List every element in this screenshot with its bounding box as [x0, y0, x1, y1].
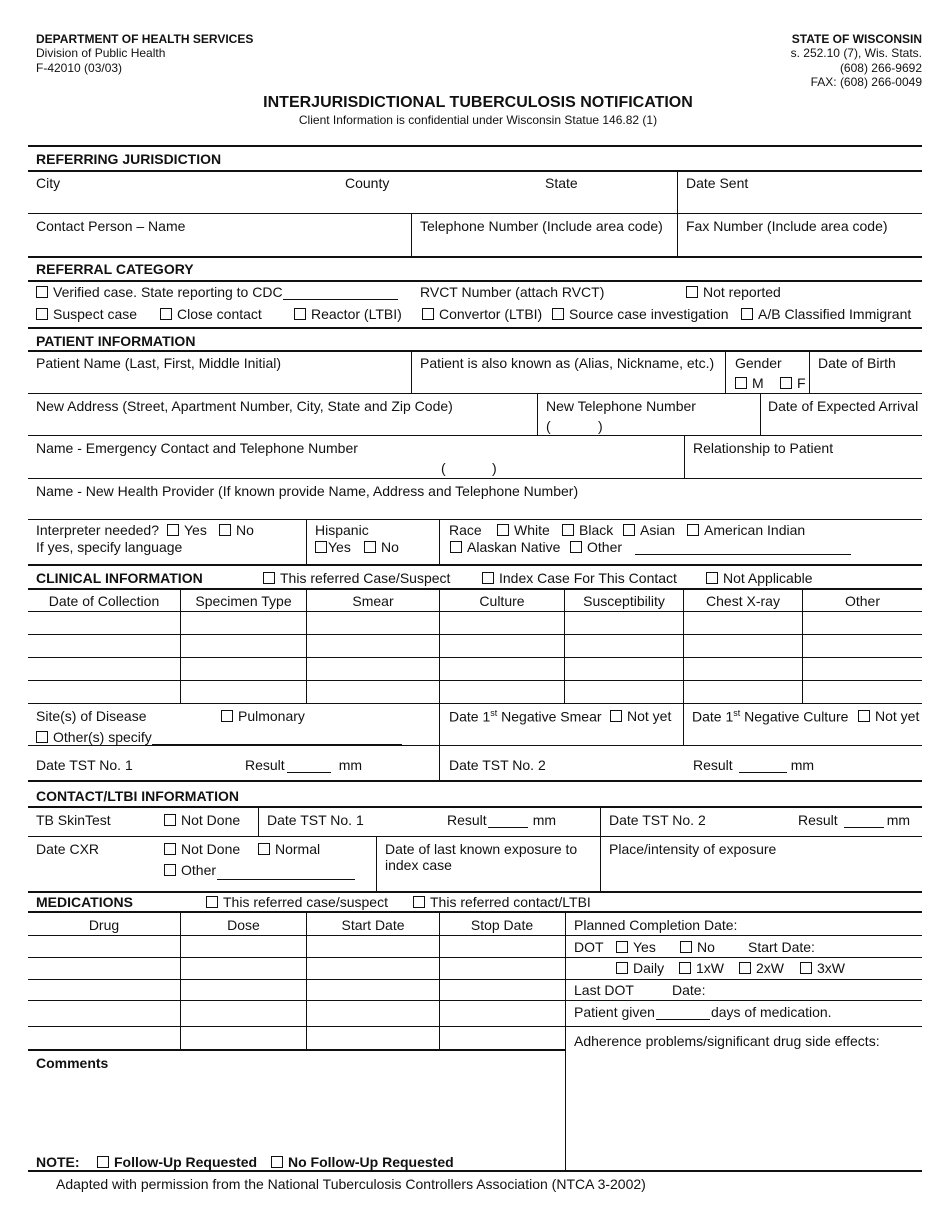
cxr-not-done-label: Not Done — [181, 841, 241, 857]
contact-name-field[interactable]: Contact Person – Name — [36, 218, 186, 234]
divider — [677, 171, 678, 257]
freq-2xw-label: 2xW — [756, 960, 784, 976]
gender-male-checkbox[interactable] — [735, 375, 764, 391]
rule — [28, 806, 922, 808]
divider — [258, 807, 259, 836]
contact-tst1-result-line[interactable] — [488, 815, 528, 828]
rule — [28, 350, 922, 352]
alias-field[interactable]: Patient is also known as (Alias, Nickname, etc.) — [420, 355, 715, 371]
section-clinical: CLINICAL INFORMATION — [36, 570, 203, 586]
freq-1xw-label: 1xW — [696, 960, 724, 976]
neg-smear-sup: st — [490, 708, 498, 718]
footer-attribution: Adapted with permission from the National Tuberculosis Controllers Association (NTCA 3-2002) — [56, 1176, 646, 1192]
source-case-checkbox[interactable] — [552, 306, 729, 322]
divider — [537, 393, 538, 435]
dept-name: DEPARTMENT OF HEALTH SERVICES — [36, 32, 254, 46]
divider — [180, 912, 181, 1050]
rule — [28, 145, 922, 147]
med-case-checkbox[interactable] — [206, 894, 388, 910]
clinical-case-checkbox[interactable] — [263, 570, 450, 586]
specify-language-field[interactable]: If yes, specify language — [36, 539, 183, 555]
divider — [600, 807, 601, 892]
clinical-tst1-result-line[interactable] — [287, 760, 331, 773]
contact-tst1-mm: mm — [532, 812, 557, 828]
gender-female-label: F — [797, 375, 806, 391]
divider — [411, 213, 412, 257]
patient-given-field[interactable] — [574, 1004, 832, 1020]
contact-tst2-mm: mm — [886, 812, 911, 828]
fax-number-field[interactable]: Fax Number (Include area code) — [686, 218, 888, 234]
rule — [28, 634, 922, 635]
page-subtitle: Client Information is confidential under Wisconsin Statue 146.82 (1) — [298, 113, 658, 127]
date-cxr-label: Date CXR — [36, 841, 100, 857]
rule — [28, 588, 922, 590]
rule — [28, 935, 922, 936]
rule — [28, 1170, 922, 1172]
skintest-not-done-label: Not Done — [181, 812, 241, 828]
rule — [28, 979, 922, 980]
divider — [306, 519, 307, 564]
reactor-checkbox[interactable] — [294, 306, 402, 322]
others-specify-label: Other(s) specify — [53, 729, 152, 745]
col-stop-date: Stop Date — [470, 917, 534, 933]
hispanic-no-label: No — [381, 539, 399, 555]
neg-smear-field[interactable] — [449, 708, 602, 725]
hispanic-yes-label: Yes — [328, 539, 351, 555]
no-follow-up-checkbox[interactable] — [271, 1154, 454, 1170]
race-asian-label: Asian — [640, 522, 676, 538]
patient-name-field[interactable]: Patient Name (Last, First, Middle Initial) — [36, 355, 282, 371]
rule — [28, 703, 922, 704]
rule — [28, 256, 922, 258]
clinical-tst1-field[interactable]: Date TST No. 1 — [36, 757, 133, 773]
close-contact-label: Close contact — [177, 306, 262, 322]
new-provider-field[interactable]: Name - New Health Provider (If known provide Name, Address and Telephone Number) — [36, 483, 579, 499]
neg-culture-not-yet-checkbox[interactable] — [858, 708, 919, 724]
contact-tst1-field[interactable]: Date TST No. 1 — [267, 812, 364, 828]
last-exposure-field[interactable]: Date of last known exposure to — [385, 841, 578, 857]
race-alaskan-label: Alaskan Native — [467, 539, 561, 555]
section-medications: MEDICATIONS — [36, 894, 133, 910]
days-medication-label: days of medication. — [710, 1004, 832, 1020]
neg-smear-label: Negative Smear — [497, 708, 602, 725]
rule — [28, 519, 922, 520]
state-name: STATE OF WISCONSIN — [791, 32, 922, 46]
hispanic-yes-checkbox[interactable] — [315, 539, 351, 555]
rule — [28, 891, 922, 893]
rule — [28, 564, 922, 566]
reactor-label: Reactor (LTBI) — [311, 306, 402, 322]
cxr-other-line[interactable] — [217, 879, 355, 880]
cxr-not-done-checkbox[interactable] — [164, 841, 240, 857]
col-date-collection: Date of Collection — [48, 593, 160, 609]
race-black-label: Black — [579, 522, 614, 538]
tb-skintest-label: TB SkinTest — [36, 812, 111, 828]
contact-tst2-result-line[interactable] — [844, 815, 884, 828]
last-exposure-line2: index case — [385, 857, 452, 873]
section-contact: CONTACT/LTBI INFORMATION — [36, 788, 239, 804]
comments-heading: Comments — [36, 1055, 109, 1071]
clinical-index-label: Index Case For This Contact — [499, 570, 677, 586]
freq-3xw-checkbox[interactable] — [800, 960, 845, 976]
race-white-checkbox[interactable] — [497, 522, 550, 538]
interpreter-no-checkbox[interactable] — [219, 522, 254, 538]
rule — [28, 213, 922, 214]
phone: (608) 266-9692 — [839, 61, 922, 75]
rule — [28, 280, 922, 282]
med-contact-label: This referred contact/LTBI — [430, 894, 591, 910]
no-follow-up-label: No Follow-Up Requested — [288, 1154, 454, 1170]
not-reported-checkbox[interactable] — [686, 284, 781, 300]
neg-smear-prefix: Date 1 — [449, 708, 491, 725]
new-phone-field[interactable]: New Telephone Number — [546, 398, 696, 414]
cxr-normal-checkbox[interactable] — [258, 841, 320, 857]
divider — [439, 589, 440, 781]
freq-daily-label: Daily — [633, 960, 665, 976]
follow-up-checkbox[interactable] — [97, 1154, 257, 1170]
contact-tst2-result[interactable] — [798, 812, 910, 828]
interpreter-yes-checkbox[interactable] — [167, 522, 207, 538]
convertor-label: Convertor (LTBI) — [439, 306, 543, 322]
relationship-field[interactable]: Relationship to Patient — [693, 440, 834, 456]
clinical-tst1-result-label: Result — [245, 757, 285, 773]
state-field[interactable]: State — [545, 175, 578, 191]
contact-tst2-result-label: Result — [798, 812, 838, 828]
race-other-checkbox[interactable] — [570, 539, 622, 555]
ab-immigrant-label: A/B Classified Immigrant — [758, 306, 912, 322]
race-american-indian-label: American Indian — [704, 522, 806, 538]
divider — [306, 912, 307, 1050]
clinical-tst2-field[interactable]: Date TST No. 2 — [449, 757, 546, 773]
gender-label: Gender — [735, 355, 782, 371]
rule — [28, 1049, 565, 1051]
form-id: F-42010 (03/03) — [36, 61, 123, 75]
division-name: Division of Public Health — [36, 46, 166, 60]
dot-label: DOT — [574, 939, 604, 955]
interpreter-label: Interpreter needed? — [36, 522, 159, 538]
clinical-tst2-mm: mm — [790, 757, 815, 773]
col-dose: Dose — [227, 917, 260, 933]
rule — [28, 957, 922, 958]
gender-female-checkbox[interactable] — [780, 375, 806, 391]
contact-tst2-field[interactable]: Date TST No. 2 — [609, 812, 706, 828]
col-susceptibility: Susceptibility — [583, 593, 665, 609]
new-phone-paren-open: ( — [546, 418, 551, 434]
dot-start-date-field[interactable]: Start Date: — [748, 939, 815, 955]
freq-2xw-checkbox[interactable] — [739, 960, 784, 976]
col-smear: Smear — [352, 593, 394, 609]
rule — [28, 435, 922, 436]
race-black-checkbox[interactable] — [562, 522, 613, 538]
contact-tst1-result[interactable] — [447, 812, 556, 828]
rvct-label: RVCT Number (attach RVCT) — [420, 284, 605, 300]
contact-tst1-result-label: Result — [447, 812, 487, 828]
expected-arrival-field[interactable]: Date of Expected Arrival — [768, 398, 919, 414]
section-referring: REFERRING JURISDICTION — [36, 151, 222, 167]
divider — [802, 589, 803, 703]
adherence-field[interactable]: Adherence problems/significant drug side effects: — [574, 1033, 880, 1049]
dot-yes-checkbox[interactable] — [616, 939, 656, 955]
suspect-case-label: Suspect case — [53, 306, 138, 322]
cxr-normal-label: Normal — [275, 841, 321, 857]
clinical-tst1-result[interactable] — [245, 757, 362, 773]
telephone-field[interactable]: Telephone Number (Include area code) — [420, 218, 663, 234]
neg-culture-prefix: Date 1 — [692, 708, 734, 725]
cdc-number-line[interactable] — [283, 287, 398, 300]
skintest-not-done-checkbox[interactable] — [164, 812, 240, 828]
rule — [28, 836, 922, 837]
divider — [306, 589, 307, 703]
race-other-label: Other — [587, 539, 623, 555]
rule — [28, 1026, 922, 1027]
new-phone-paren-close: ) — [598, 418, 603, 434]
gender-male-label: M — [752, 375, 764, 391]
divider — [760, 393, 761, 435]
clinical-tst1-mm: mm — [338, 757, 363, 773]
divider — [439, 912, 440, 1050]
dot-no-checkbox[interactable] — [680, 939, 715, 955]
ab-immigrant-checkbox[interactable] — [741, 306, 911, 322]
others-specify-checkbox[interactable] — [36, 729, 402, 745]
neg-culture-not-yet-label: Not yet — [875, 708, 920, 724]
follow-up-label: Follow-Up Requested — [114, 1154, 258, 1170]
rule — [28, 745, 922, 746]
planned-completion-field[interactable]: Planned Completion Date: — [574, 917, 738, 933]
divider — [683, 589, 684, 745]
race-american-indian-checkbox[interactable] — [687, 522, 805, 538]
clinical-tst2-result[interactable] — [693, 757, 814, 773]
col-drug: Drug — [88, 917, 120, 933]
dot-no-label: No — [697, 939, 715, 955]
last-dot-label: Last DOT — [574, 982, 634, 998]
rule — [28, 611, 922, 612]
place-intensity-field[interactable]: Place/intensity of exposure — [609, 841, 777, 857]
divider — [180, 589, 181, 703]
dot-yes-label: Yes — [633, 939, 656, 955]
divider — [564, 589, 565, 703]
neg-smear-not-yet-label: Not yet — [627, 708, 672, 724]
divider — [565, 912, 566, 1172]
statute: s. 252.10 (7), Wis. Stats. — [790, 46, 922, 60]
pulmonary-label: Pulmonary — [238, 708, 305, 724]
neg-culture-label: Negative Culture — [740, 708, 849, 725]
freq-1xw-checkbox[interactable] — [679, 960, 724, 976]
sites-of-disease-label: Site(s) of Disease — [36, 708, 147, 724]
not-reported-label: Not reported — [703, 284, 781, 300]
divider — [809, 351, 810, 393]
rule — [28, 680, 922, 681]
med-case-label: This referred case/suspect — [223, 894, 388, 910]
rule — [28, 657, 922, 658]
new-address-field[interactable]: New Address (Street, Apartment Number, City, State and Zip Code) — [36, 398, 453, 414]
others-specify-line[interactable] — [152, 732, 402, 745]
freq-3xw-label: 3xW — [817, 960, 845, 976]
comments-area[interactable] — [36, 1068, 556, 1154]
last-dot-date-field[interactable]: Date: — [672, 982, 706, 998]
col-specimen-type: Specimen Type — [195, 593, 292, 609]
rule — [28, 780, 922, 782]
rule — [28, 393, 922, 394]
neg-smear-not-yet-checkbox[interactable] — [610, 708, 671, 724]
neg-culture-field[interactable] — [692, 708, 848, 725]
emergency-paren-open: ( — [441, 460, 446, 476]
section-patient: PATIENT INFORMATION — [36, 333, 196, 349]
race-other-line[interactable] — [635, 554, 851, 555]
source-case-label: Source case investigation — [569, 306, 729, 322]
patient-given-label: Patient given — [574, 1004, 655, 1020]
note-label: NOTE: — [36, 1154, 80, 1170]
med-contact-checkbox[interactable] — [413, 894, 591, 910]
emergency-paren-close: ) — [492, 460, 497, 476]
verified-case-label: Verified case. State reporting to CDC — [53, 284, 283, 300]
race-asian-checkbox[interactable] — [623, 522, 675, 538]
page-title: INTERJURISDICTIONAL TUBERCULOSIS NOTIFICATION — [263, 94, 693, 111]
hispanic-no-checkbox[interactable] — [364, 539, 399, 555]
divider — [376, 836, 377, 892]
race-label: Race — [449, 522, 482, 538]
col-chest-xray: Chest X-ray — [706, 593, 780, 609]
dob-field[interactable]: Date of Birth — [818, 355, 896, 371]
date-sent-field[interactable]: Date Sent — [686, 175, 749, 191]
rule — [28, 911, 922, 913]
hispanic-label: Hispanic — [315, 522, 369, 538]
rule — [28, 327, 922, 329]
rule — [28, 170, 922, 172]
freq-daily-checkbox[interactable] — [616, 960, 664, 976]
divider — [439, 519, 440, 564]
convertor-checkbox[interactable] — [422, 306, 542, 322]
clinical-case-label: This referred Case/Suspect — [280, 570, 451, 586]
rule — [28, 478, 922, 479]
col-culture: Culture — [479, 593, 525, 609]
pulmonary-checkbox[interactable] — [221, 708, 305, 724]
clinical-tst2-result-line[interactable] — [739, 760, 787, 773]
divider — [725, 351, 726, 393]
verified-case-checkbox[interactable] — [36, 284, 398, 300]
cxr-other-label: Other — [181, 862, 217, 878]
clinical-tst2-result-label: Result — [693, 757, 733, 773]
patient-given-line[interactable] — [656, 1007, 710, 1020]
county-field[interactable]: County — [345, 175, 390, 191]
suspect-case-checkbox[interactable] — [36, 306, 137, 322]
clinical-index-checkbox[interactable] — [482, 570, 677, 586]
interpreter-yes-label: Yes — [184, 522, 207, 538]
interpreter-no-label: No — [236, 522, 254, 538]
cxr-other-checkbox[interactable] — [164, 862, 216, 878]
rule — [28, 1000, 922, 1001]
col-start-date: Start Date — [341, 917, 405, 933]
neg-culture-sup: st — [733, 708, 741, 718]
section-referral: REFERRAL CATEGORY — [36, 261, 194, 277]
col-other: Other — [844, 593, 880, 609]
race-alaskan-checkbox[interactable] — [450, 539, 560, 555]
emergency-contact-field[interactable]: Name - Emergency Contact and Telephone Number — [36, 440, 358, 456]
close-contact-checkbox[interactable] — [160, 306, 262, 322]
clinical-na-label: Not Applicable — [723, 570, 813, 586]
fax: FAX: (608) 266-0049 — [810, 75, 922, 89]
race-white-label: White — [514, 522, 550, 538]
divider — [684, 435, 685, 478]
clinical-na-checkbox[interactable] — [706, 570, 813, 586]
divider — [411, 351, 412, 393]
city-field[interactable]: City — [36, 175, 61, 191]
